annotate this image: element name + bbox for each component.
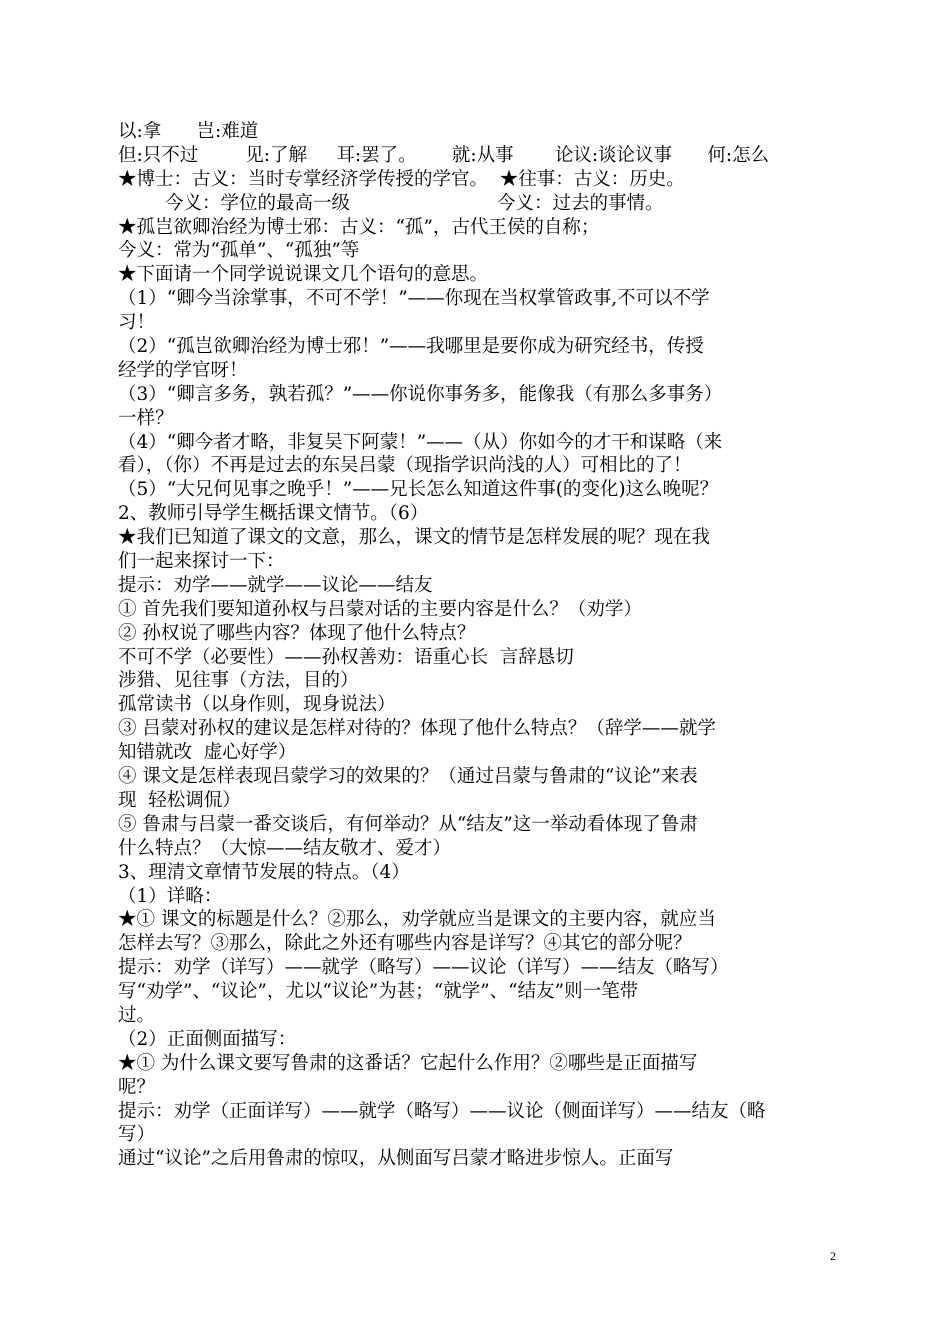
text-line: 看），（你）不再是过去的东吴吕蒙（现指学识尚浅的人）可相比的了！ [118,455,692,477]
text-line: 以:拿 岂:难道 [118,121,259,142]
text-line: 什么特点？（大惊——结友敬才、爱才） [118,837,452,859]
text-line: ③ 吕蒙对孙权的建议是怎样对待的？体现了他什么特点？（辞学——就学 [118,718,716,740]
text-line: 2、教师引导学生概括课文情节。（6） [118,503,429,525]
text-line: ★① 课文的标题是什么？②那么，劝学就应当是课文的主要内容，就应当 [118,909,716,931]
text-line: （3）“卿言多务，孰若孤？”——你说你事务多，能像我（有那么多事务） [118,383,723,405]
text-line: 过。 [118,1004,156,1026]
text-line: 写“劝学”、“议论”，尤以“议论”为甚；“就学”、“结友”则一笔带 [118,981,639,1003]
page-number: 2 [830,1249,836,1263]
text-line: 知错就改 虚心好学） [118,742,297,764]
text-line: 们一起来探讨一下： [118,551,285,573]
text-line: （4）“卿今者才略，非复吴下阿蒙！”——（从）你如今的才干和谋略（来 [118,431,723,453]
text-line: （5）“大兄何见事之晚乎！”——兄长怎么知道这件事(的变化)这么晚呢？ [118,479,719,501]
text-line: 呢？ [118,1076,156,1098]
text-line: ① 首先我们要知道孙权与吕蒙对话的主要内容是什么？（劝学） [118,598,642,620]
text-line: 提示：劝学（详写）——就学（略写）——议论（详写）——结友（略写） [118,957,729,979]
text-line: ★孤岂欲卿治经为博士邪：古义：“孤”，古代王侯的自称； [118,216,600,238]
text-line: ② 孙权说了哪些内容？体现了他什么特点？ [118,622,476,644]
text-line: 写） [118,1124,156,1146]
text-line: 今义：学位的最高一级 今义：过去的事情。 [118,192,664,214]
text-line: （2）“孤岂欲卿治经为博士邪！”——我哪里是要你成为研究经书，传授 [118,336,704,358]
text-line: ★下面请一个同学说说课文几个语句的意思。 [118,264,489,286]
text-line: 今义：常为“孤单”、“孤独”等 [118,240,360,262]
text-line: 怎样去写？③那么，除此之外还有哪些内容是详写？④其它的部分呢？ [118,933,692,955]
text-line: ★① 为什么课文要写鲁肃的这番话？它起什么作用？②哪些是正面描写 [118,1052,698,1074]
text-line: 通过“议论”之后用鲁肃的惊叹，从侧面写吕蒙才略进步惊人。正面写 [118,1148,674,1170]
document-body [118,120,836,1171]
text-line: ⑤ 鲁肃与吕蒙一番交谈后，有何举动？从“结友”这一举动看体现了鲁肃 [118,813,698,835]
text-line: 3、理清文章情节发展的特点。（4） [118,861,410,883]
text-line: 习！ [118,312,156,334]
text-line: ④ 课文是怎样表现吕蒙学习的效果的？（通过吕蒙与鲁肃的“议论”来表 [118,766,698,788]
text-line: 提示：劝学（正面详写）——就学（略写）——议论（侧面详写）——结友（略 [118,1100,766,1122]
text-line: 孤常读书（以身作则，现身说法） [118,694,396,716]
text-line: ★博士：古义：当时专掌经济学传授的学官。 ★往事：古义：历史。 [118,168,685,190]
text-line: （1）“卿今当涂掌事，不可不学！”——你现在当权掌管政事,不可以不学 [118,288,710,310]
text-line: 不可不学（必要性）——孙权善劝：语重心长 言辞恳切 [118,646,574,668]
text-line: 提示：劝学——就学——议论——结友 [118,574,433,596]
text-line: 现 轻松调侃） [118,789,241,811]
text-line: （1）详略： [118,885,223,907]
text-line: ★我们已知道了课文的文意，那么，课文的情节是怎样发展的呢？现在我 [118,527,711,549]
text-line: 涉猎、见往事（方法，目的） [118,670,359,692]
text-line: 经学的学官呀！ [118,359,248,381]
text-line: 一样？ [118,407,174,429]
text-line: （2）正面侧面描写： [118,1028,297,1050]
text-line: 但:只不过 见:了解 耳:罢了。 就:从事 论议:谈论议事 何:怎么 [118,144,770,166]
